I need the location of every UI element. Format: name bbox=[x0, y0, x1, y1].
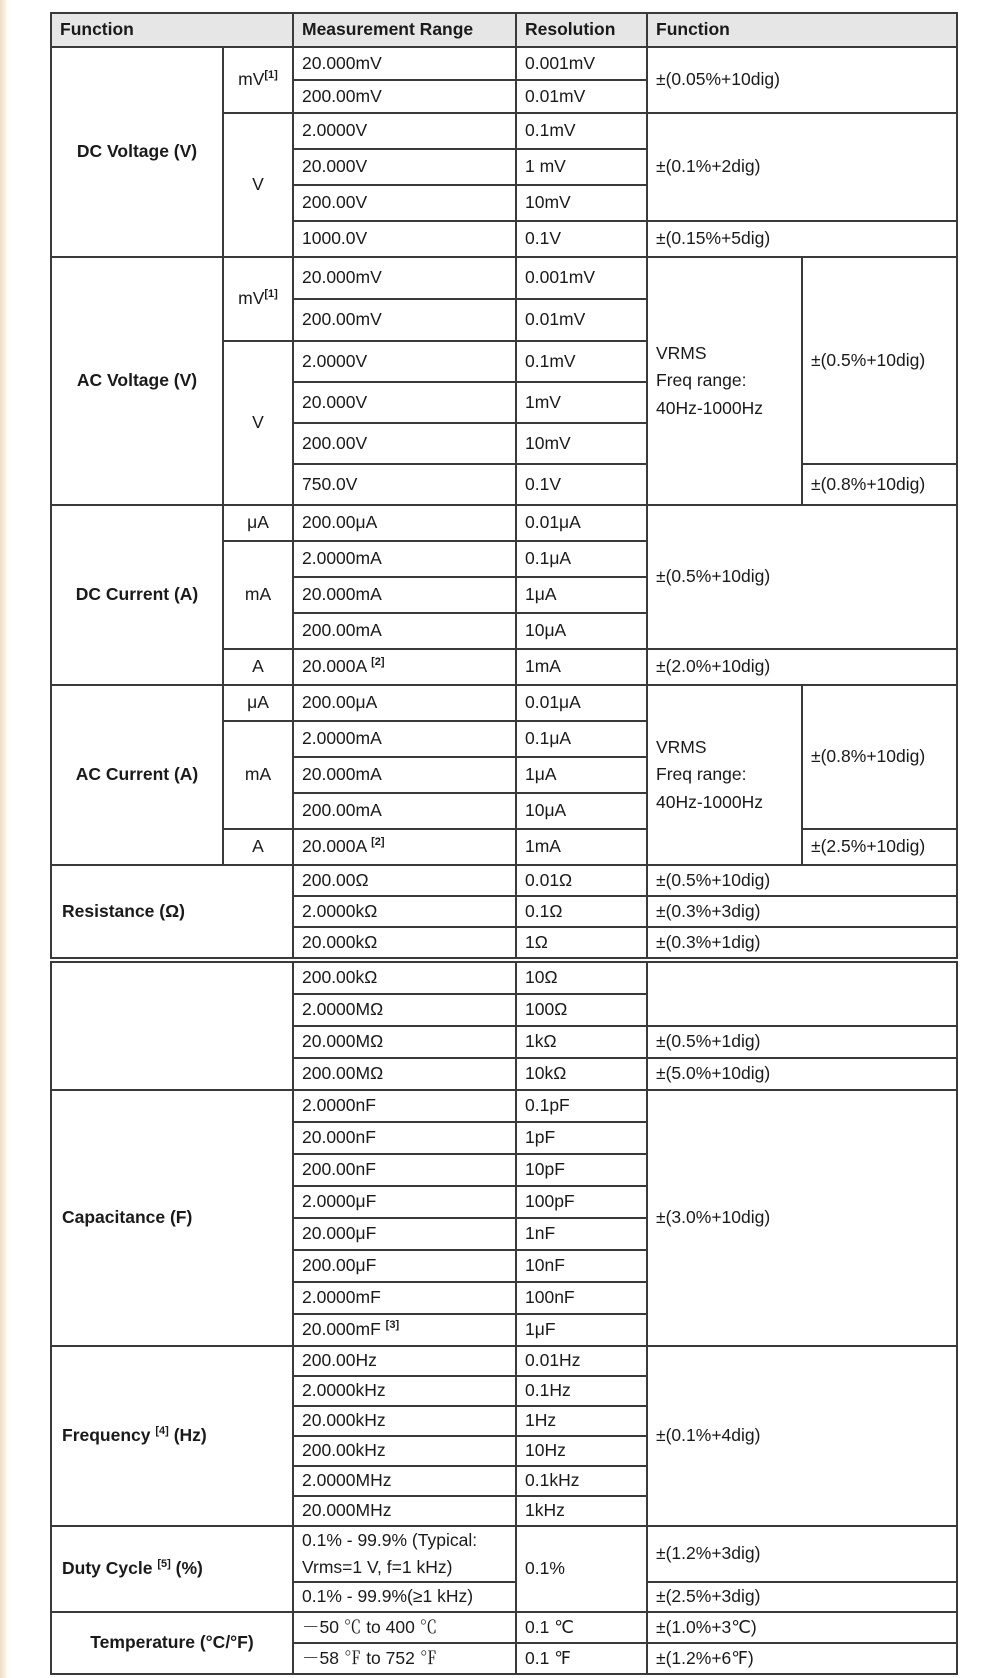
resolution-cell: 100Ω bbox=[516, 994, 647, 1026]
resolution-cell: 1nF bbox=[516, 1218, 647, 1250]
resolution-cell: 0.01mV bbox=[516, 80, 647, 113]
range-cell: 2.0000mA bbox=[293, 721, 516, 757]
dc-current-label: DC Current (A) bbox=[51, 505, 223, 685]
ac-current-label: AC Current (A) bbox=[51, 685, 223, 865]
resolution-cell: 0.1V bbox=[516, 464, 647, 505]
range-cell: 20.000μF bbox=[293, 1218, 516, 1250]
range-cell: 2.0000MHz bbox=[293, 1466, 516, 1496]
range-cell: 200.00mA bbox=[293, 613, 516, 649]
range-cell: 20.000mV bbox=[293, 47, 516, 80]
resolution-cell: 1kHz bbox=[516, 1496, 647, 1526]
range-cell: 20.000mA bbox=[293, 577, 516, 613]
resistance-continued bbox=[51, 962, 293, 1090]
range-cell: 2.0000μF bbox=[293, 1186, 516, 1218]
accuracy-cell: ±(0.8%+10dig) bbox=[802, 464, 957, 505]
range-cell: －50 ℃ to 400 ℃ bbox=[293, 1612, 516, 1643]
resolution-cell: 0.01μA bbox=[516, 685, 647, 721]
table-row bbox=[51, 962, 957, 994]
range-cell: 200.00kHz bbox=[293, 1436, 516, 1466]
resolution-cell: 100nF bbox=[516, 1282, 647, 1314]
note-line: VRMS bbox=[656, 737, 707, 758]
range-cell bbox=[293, 829, 516, 865]
resolution-cell: 0.1Hz bbox=[516, 1376, 647, 1406]
accuracy-cell: ±(1.2%+3dig) bbox=[647, 1526, 957, 1582]
range-cell: 200.00V bbox=[293, 185, 516, 221]
resolution-cell: 10μA bbox=[516, 793, 647, 829]
table-row bbox=[51, 685, 957, 721]
resolution-cell: 0.1 ℉ bbox=[516, 1643, 647, 1674]
accuracy-cell: ±(2.5%+3dig) bbox=[647, 1582, 957, 1612]
resolution-cell: 1mV bbox=[516, 382, 647, 423]
header-resolution: Resolution bbox=[516, 13, 647, 47]
range-cell: 750.0V bbox=[293, 464, 516, 505]
range-cell: 200.00V bbox=[293, 423, 516, 464]
accuracy-cell: ±(0.05%+10dig) bbox=[647, 47, 957, 113]
resolution-cell: 0.1μA bbox=[516, 721, 647, 757]
range-cell: 20.000MHz bbox=[293, 1496, 516, 1526]
range-cell: 200.00Ω bbox=[293, 865, 516, 896]
page-edge bbox=[0, 0, 7, 1678]
unit-cell bbox=[223, 257, 293, 341]
resistance-label: Resistance (Ω) bbox=[51, 865, 293, 958]
label-text: Duty Cycle bbox=[62, 1558, 153, 1579]
duty-cycle-label bbox=[51, 1526, 293, 1612]
range-value: 20.000A bbox=[302, 656, 367, 677]
footnote-mark: [2] bbox=[371, 836, 385, 849]
table-row bbox=[51, 1346, 957, 1376]
ac-voltage-note bbox=[647, 257, 802, 505]
resolution-cell: 0.1mV bbox=[516, 341, 647, 382]
range-cell: －58 ℉ to 752 ℉ bbox=[293, 1643, 516, 1674]
temperature-label: Temperature (°C/°F) bbox=[51, 1612, 293, 1674]
unit-cell: V bbox=[223, 113, 293, 257]
range-cell: 2.0000mF bbox=[293, 1282, 516, 1314]
range-cell: 2.0000V bbox=[293, 113, 516, 149]
table-row bbox=[51, 257, 957, 299]
resolution-cell: 0.1kHz bbox=[516, 1466, 647, 1496]
accuracy-cell: ±(0.8%+10dig) bbox=[802, 685, 957, 829]
table-row bbox=[51, 1090, 957, 1122]
table-row bbox=[51, 1612, 957, 1643]
resolution-cell: 0.1% bbox=[516, 1526, 647, 1612]
unit-cell: mA bbox=[223, 541, 293, 649]
frequency-label bbox=[51, 1346, 293, 1526]
header-accuracy: Function bbox=[647, 13, 957, 47]
resolution-cell: 10nF bbox=[516, 1250, 647, 1282]
accuracy-cell: ±(0.1%+4dig) bbox=[647, 1346, 957, 1526]
table-row bbox=[51, 505, 957, 541]
resolution-cell: 0.1 ℃ bbox=[516, 1612, 647, 1643]
accuracy-cell: ±(2.5%+10dig) bbox=[802, 829, 957, 865]
range-cell: 200.00Hz bbox=[293, 1346, 516, 1376]
range-cell: 2.0000MΩ bbox=[293, 994, 516, 1026]
unit-cell: μA bbox=[223, 685, 293, 721]
accuracy-cell: ±(3.0%+10dig) bbox=[647, 1090, 957, 1346]
range-cell: 200.00μA bbox=[293, 505, 516, 541]
resolution-cell: 0.1V bbox=[516, 221, 647, 257]
note-line: Freq range: bbox=[656, 764, 747, 785]
accuracy-cell: ±(2.0%+10dig) bbox=[647, 649, 957, 685]
resolution-cell: 0.001mV bbox=[516, 47, 647, 80]
accuracy-cell: ±(0.15%+5dig) bbox=[647, 221, 957, 257]
resolution-cell: 0.1mV bbox=[516, 113, 647, 149]
resolution-cell: 0.001mV bbox=[516, 257, 647, 299]
unit-cell: V bbox=[223, 341, 293, 505]
range-cell: 200.00μA bbox=[293, 685, 516, 721]
range-cell: 200.00nF bbox=[293, 1154, 516, 1186]
note-line: Freq range: bbox=[656, 370, 747, 391]
range-cell: 200.00mV bbox=[293, 299, 516, 341]
resolution-cell: 10mV bbox=[516, 423, 647, 464]
resolution-cell: 10kΩ bbox=[516, 1058, 647, 1090]
accuracy-cell: ±(1.2%+6℉) bbox=[647, 1643, 957, 1674]
unit-cell: mA bbox=[223, 721, 293, 829]
range-cell: 200.00mA bbox=[293, 793, 516, 829]
note-line: 40Hz-1000Hz bbox=[656, 791, 763, 812]
range-cell: 20.000mV bbox=[293, 257, 516, 299]
header-row bbox=[51, 13, 957, 47]
range-value: 20.000A bbox=[302, 836, 367, 857]
range-cell bbox=[293, 1314, 516, 1346]
resolution-cell: 1μA bbox=[516, 757, 647, 793]
accuracy-cell: ±(0.1%+2dig) bbox=[647, 113, 957, 221]
accuracy-cell-empty bbox=[647, 962, 957, 1026]
dc-voltage-label: DC Voltage (V) bbox=[51, 47, 223, 257]
resolution-cell: 1μF bbox=[516, 1314, 647, 1346]
resolution-cell: 10mV bbox=[516, 185, 647, 221]
resolution-cell: 1mA bbox=[516, 649, 647, 685]
footnote-mark: [4] bbox=[155, 1425, 169, 1438]
resolution-cell: 1mA bbox=[516, 829, 647, 865]
table-row bbox=[51, 865, 957, 896]
unit-cell: μA bbox=[223, 505, 293, 541]
range-cell: 20.000V bbox=[293, 149, 516, 185]
range-cell bbox=[293, 1526, 516, 1582]
accuracy-cell: ±(0.5%+1dig) bbox=[647, 1026, 957, 1058]
accuracy-cell: ±(0.3%+3dig) bbox=[647, 896, 957, 927]
resolution-cell: 1Ω bbox=[516, 927, 647, 958]
note-line: VRMS bbox=[656, 343, 707, 364]
unit-label: mV bbox=[238, 288, 265, 309]
range-cell: 20.000MΩ bbox=[293, 1026, 516, 1058]
range-cell: 200.00MΩ bbox=[293, 1058, 516, 1090]
range-line: 0.1% - 99.9% (Typical: bbox=[302, 1530, 478, 1550]
ac-voltage-label: AC Voltage (V) bbox=[51, 257, 223, 505]
spec-table-part1 bbox=[50, 12, 958, 959]
range-cell: 20.000nF bbox=[293, 1122, 516, 1154]
resolution-cell: 0.01μA bbox=[516, 505, 647, 541]
range-cell: 2.0000V bbox=[293, 341, 516, 382]
resolution-cell: 1kΩ bbox=[516, 1026, 647, 1058]
unit-label: mV bbox=[238, 69, 265, 90]
range-cell: 2.0000kΩ bbox=[293, 896, 516, 927]
unit-cell: A bbox=[223, 829, 293, 865]
capacitance-label: Capacitance (F) bbox=[51, 1090, 293, 1346]
resolution-cell: 10pF bbox=[516, 1154, 647, 1186]
accuracy-cell: ±(0.5%+10dig) bbox=[802, 257, 957, 464]
range-cell: 200.00mV bbox=[293, 80, 516, 113]
range-cell: 2.0000nF bbox=[293, 1090, 516, 1122]
accuracy-cell: ±(0.5%+10dig) bbox=[647, 865, 957, 896]
range-cell: 1000.0V bbox=[293, 221, 516, 257]
accuracy-cell: ±(0.3%+1dig) bbox=[647, 927, 957, 958]
footnote-mark: [3] bbox=[385, 1319, 400, 1332]
resolution-cell: 0.01Hz bbox=[516, 1346, 647, 1376]
label-text: (%) bbox=[175, 1558, 203, 1579]
range-value: 20.000mF bbox=[302, 1319, 381, 1340]
range-cell: 20.000kΩ bbox=[293, 927, 516, 958]
resolution-cell: 1pF bbox=[516, 1122, 647, 1154]
footnote-mark: [2] bbox=[371, 656, 385, 669]
spec-table-part2 bbox=[50, 961, 958, 1675]
note-line: 40Hz-1000Hz bbox=[656, 397, 763, 418]
table-row bbox=[51, 1526, 957, 1582]
footnote-mark: [1] bbox=[264, 288, 278, 301]
footnote-mark: [1] bbox=[264, 69, 278, 82]
table-row bbox=[51, 47, 957, 80]
accuracy-cell: ±(5.0%+10dig) bbox=[647, 1058, 957, 1090]
range-cell: 200.00μF bbox=[293, 1250, 516, 1282]
resolution-cell: 0.1pF bbox=[516, 1090, 647, 1122]
resolution-cell: 100pF bbox=[516, 1186, 647, 1218]
range-cell: 0.1% - 99.9%(≥1 kHz) bbox=[293, 1582, 516, 1612]
range-cell: 20.000mA bbox=[293, 757, 516, 793]
range-cell: 200.00kΩ bbox=[293, 962, 516, 994]
resolution-cell: 0.01Ω bbox=[516, 865, 647, 896]
header-function: Function bbox=[51, 13, 293, 47]
resolution-cell: 10Ω bbox=[516, 962, 647, 994]
unit-cell bbox=[223, 47, 293, 113]
ac-current-note bbox=[647, 685, 802, 865]
range-line: Vrms=1 V, f=1 kHz) bbox=[302, 1557, 453, 1578]
range-cell: 2.0000kHz bbox=[293, 1376, 516, 1406]
label-text: Frequency bbox=[62, 1425, 151, 1446]
range-cell: 2.0000mA bbox=[293, 541, 516, 577]
label-text: (Hz) bbox=[173, 1425, 207, 1446]
range-cell: 20.000V bbox=[293, 382, 516, 423]
resolution-cell: 1Hz bbox=[516, 1406, 647, 1436]
accuracy-cell: ±(0.5%+10dig) bbox=[647, 505, 957, 649]
resolution-cell: 1μA bbox=[516, 577, 647, 613]
resolution-cell: 10Hz bbox=[516, 1436, 647, 1466]
range-cell bbox=[293, 649, 516, 685]
resolution-cell: 1 mV bbox=[516, 149, 647, 185]
resolution-cell: 0.01mV bbox=[516, 299, 647, 341]
header-range: Measurement Range bbox=[293, 13, 516, 47]
unit-cell: A bbox=[223, 649, 293, 685]
accuracy-cell: ±(1.0%+3℃) bbox=[647, 1612, 957, 1643]
footnote-mark: [5] bbox=[157, 1558, 171, 1571]
resolution-cell: 10μA bbox=[516, 613, 647, 649]
range-cell: 20.000kHz bbox=[293, 1406, 516, 1436]
resolution-cell: 0.1μA bbox=[516, 541, 647, 577]
resolution-cell: 0.1Ω bbox=[516, 896, 647, 927]
